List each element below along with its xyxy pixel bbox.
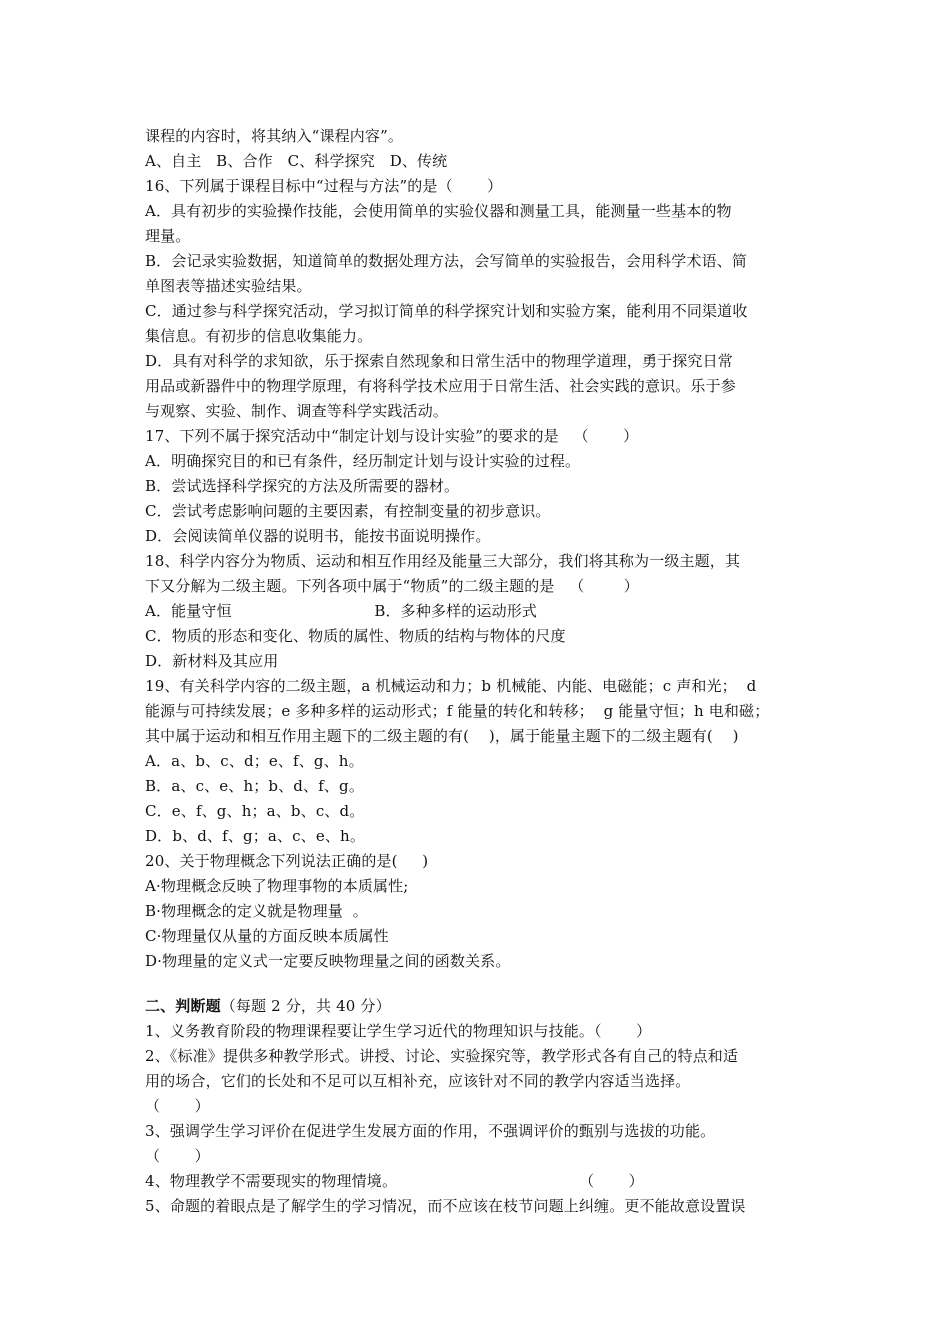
text-line: D·物理量的定义式一定要反映物理量之间的函数关系。	[145, 952, 511, 970]
text-line: A．a、b、c、d；e、f、g、h。	[145, 752, 364, 770]
text-line: 用的场合，它们的长处和不足可以互相补充，应该针对不同的教学内容适当选择。	[145, 1072, 691, 1090]
section-title: 二、判断题	[145, 997, 221, 1015]
text-line: A．具有初步的实验操作技能，会使用简单的实验仪器和测量工具，能测量一些基本的物	[145, 202, 732, 220]
section-spacer	[145, 974, 815, 994]
text-line: 3、强调学生学习评价在促进学生发展方面的作用，不强调评价的甄别与选拔的功能。	[145, 1122, 716, 1140]
text-line: C．物质的形态和变化、物质的属性、物质的结构与物体的尺度	[145, 627, 566, 645]
document-page	[145, 124, 815, 1219]
text-line: 课程的内容时，将其纳入“课程内容”。	[145, 127, 404, 145]
text-line: （ ）	[145, 1097, 210, 1115]
text-line: 下又分解为二级主题。下列各项中属于“物质”的二级主题的是 （ ）	[145, 577, 639, 595]
text-line: D．b、d、f、g；a、c、e、h。	[145, 827, 365, 845]
question-block-judgement	[145, 1019, 815, 1219]
text-line: 20、关于物理概念下列说法正确的是( )	[145, 852, 429, 870]
text-line: 集信息。有初步的信息收集能力。	[145, 327, 373, 345]
text-line: B．尝试选择科学探究的方法及所需要的器材。	[145, 477, 460, 495]
section-note: （每题 2 分，共 40 分）	[220, 997, 391, 1015]
text-line: C．通过参与科学探究活动，学习拟订简单的科学探究计划和实验方案，能利用不同渠道收	[145, 302, 748, 320]
text-line: 单图表等描述实验结果。	[145, 277, 312, 295]
text-line: （ ）	[145, 1147, 210, 1165]
text-line: 2、《标准》提供多种教学形式。讲授、讨论、实验探究等，教学形式各有自己的特点和适	[145, 1047, 739, 1065]
text-line: 其中属于运动和相互作用主题下的二级主题的有( )，属于能量主题下的二级主题有( )	[145, 727, 739, 745]
text-line: A．能量守恒 B．多种多样的运动形式	[145, 602, 538, 620]
text-line: 理量。	[145, 227, 191, 245]
text-line: 1、义务教育阶段的物理课程要让学生学习近代的物理知识与技能。（ ）	[145, 1022, 652, 1040]
text-line: C·物理量仅从量的方面反映本质属性	[145, 927, 389, 945]
text-line: D．具有对科学的求知欲，乐于探索自然现象和日常生活中的物理学道理，勇于探究日常	[145, 352, 733, 370]
text-line: C．尝试考虑影响问题的主要因素，有控制变量的初步意识。	[145, 502, 551, 520]
text-line: 18、科学内容分为物质、运动和相互作用经及能量三大部分，我们将其称为一级主题，其	[145, 552, 741, 570]
text-line: A．明确探究目的和已有条件，经历制定计划与设计实验的过程。	[145, 452, 581, 470]
text-line: 用品或新器件中的物理学原理，有将科学技术应用于日常生活、社会实践的意识。乐于参	[145, 377, 736, 395]
question-block-choice	[145, 124, 815, 974]
text-line: 19、有关科学内容的二级主题，a 机械运动和力；b 机械能、内能、电磁能；c 声和光； d	[145, 677, 757, 695]
text-line: D．新材料及其应用	[145, 652, 279, 670]
text-line: 与观察、实验、制作、调查等科学实践活动。	[145, 402, 449, 420]
text-line: D．会阅读简单仪器的说明书，能按书面说明操作。	[145, 527, 491, 545]
text-line: 16、下列属于课程目标中“过程与方法”的是（ ）	[145, 177, 503, 195]
text-line: A·物理概念反映了物理事物的本质属性;	[145, 877, 409, 895]
text-line: A、自主 B、合作 C、科学探究 D、传统	[145, 152, 448, 170]
section-heading-judgement	[145, 994, 815, 1019]
text-line: 4、物理教学不需要现实的物理情境。 （ ）	[145, 1172, 644, 1190]
text-line: B．会记录实验数据，知道简单的数据处理方法，会写简单的实验报告，会用科学术语、简	[145, 252, 748, 270]
text-line: B·物理概念的定义就是物理量 。	[145, 902, 368, 920]
text-line: 能源与可持续发展；e 多种多样的运动形式；f 能量的转化和转移； g 能量守恒；h 电和磁；	[145, 702, 770, 720]
text-line: B．a、c、e、h；b、d、f、g。	[145, 777, 364, 795]
text-line: 17、下列不属于探究活动中“制定计划与设计实验”的要求的是 （ ）	[145, 427, 639, 445]
text-line: C．e、f、g、h；a、b、c、d。	[145, 802, 365, 820]
text-line: 5、命题的着眼点是了解学生的学习情况，而不应该在枝节问题上纠缠。更不能故意设置误	[145, 1197, 746, 1215]
